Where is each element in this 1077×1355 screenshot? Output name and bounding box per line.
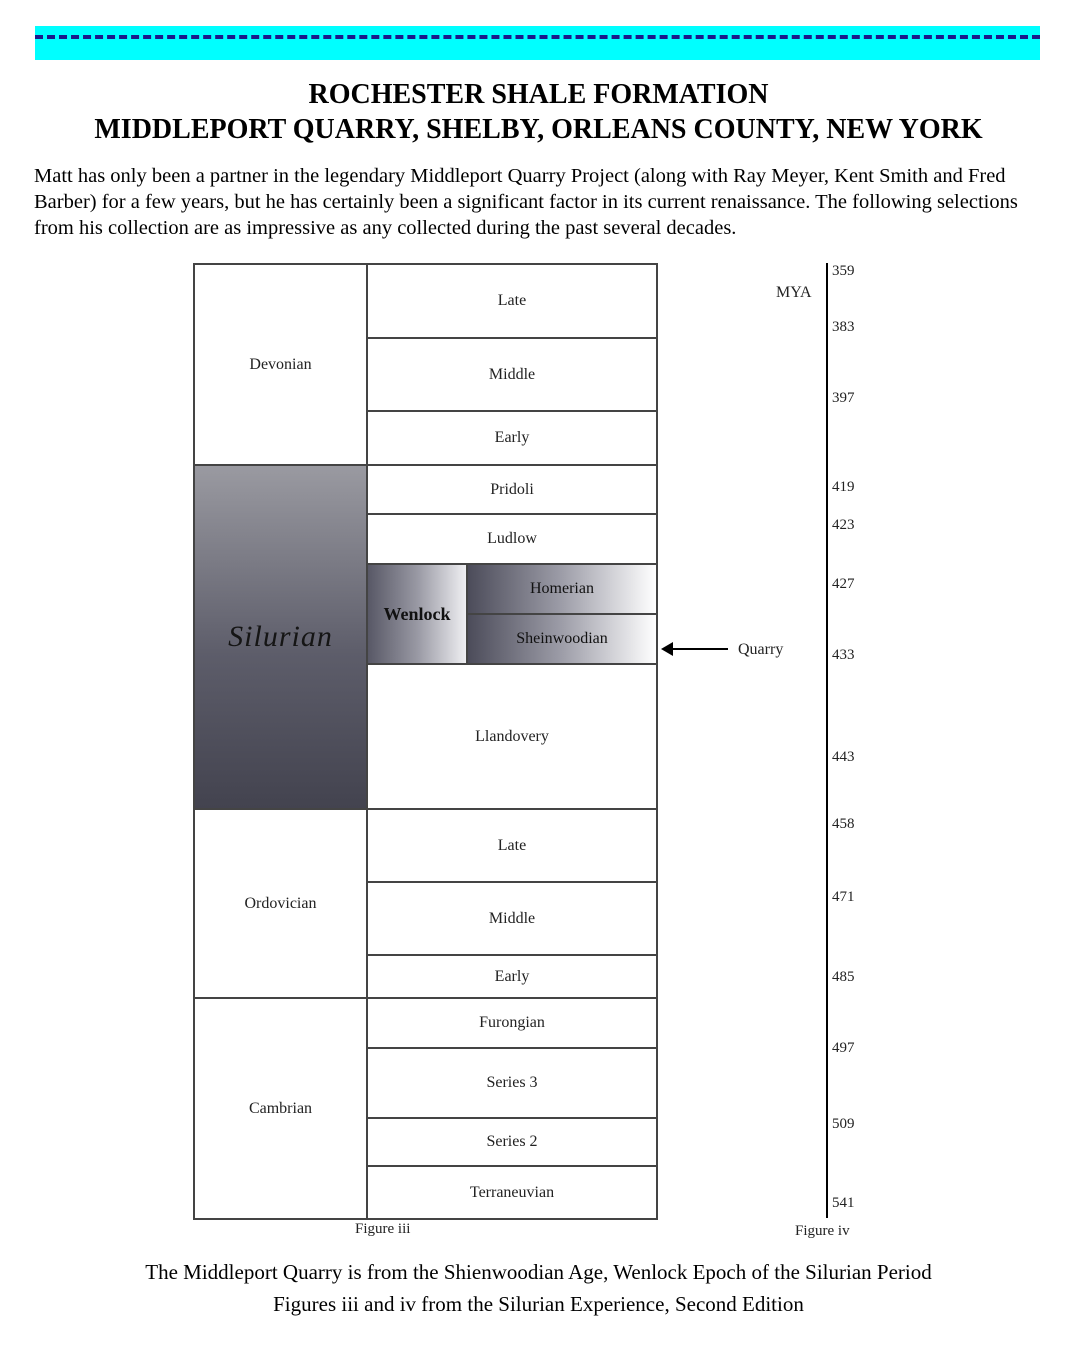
epoch-series-3	[366, 1047, 658, 1119]
epoch-devonian-middle	[366, 337, 658, 412]
quarry-label: Quarry	[738, 641, 784, 658]
scale-tick: 423	[832, 517, 855, 533]
age-label: Sheinwoodian	[516, 630, 608, 647]
scale-tick: 458	[832, 816, 855, 832]
age-sheinwoodian	[466, 613, 658, 665]
scale-tick: 541	[832, 1195, 855, 1211]
period-cambrian	[193, 997, 368, 1220]
scale-tick: 509	[832, 1116, 855, 1132]
epoch-label: Wenlock	[383, 603, 451, 624]
title-line-1: ROCHESTER SHALE FORMATION	[308, 79, 769, 110]
epoch-label: Pridoli	[490, 480, 534, 498]
quarry-arrow-line	[666, 648, 728, 650]
epoch-label: Early	[494, 429, 530, 446]
epoch-ludlow	[366, 513, 658, 565]
scale-tick: 359	[832, 263, 855, 279]
epoch-label: Late	[497, 836, 527, 854]
age-label: Homerian	[530, 580, 594, 597]
scale-tick: 471	[832, 889, 855, 905]
epoch-label: Early	[494, 967, 530, 985]
epoch-ordovician-late	[366, 808, 658, 883]
scale-tick: 443	[832, 749, 855, 765]
epoch-label: Series 2	[486, 1133, 538, 1150]
period-label: Silurian	[228, 620, 333, 653]
scale-tick: 497	[832, 1040, 855, 1056]
figure-iii-label: Figure iii	[355, 1221, 411, 1237]
period-label: Ordovician	[244, 894, 317, 912]
time-scale-axis	[826, 263, 828, 1218]
epoch-terraneuvian	[366, 1165, 658, 1220]
period-ordovician	[193, 808, 368, 999]
period-devonian	[193, 263, 368, 466]
period-silurian	[193, 464, 368, 810]
scale-tick: 419	[832, 479, 855, 495]
figure-iv-label: Figure iv	[795, 1223, 850, 1239]
period-label: Cambrian	[248, 1099, 313, 1117]
caption-line-2: Figures iii and iv from the Silurian Experience, Second Edition	[273, 1292, 804, 1316]
age-homerian	[466, 563, 658, 615]
epoch-label: Middle	[488, 909, 536, 927]
epoch-llandovery	[366, 663, 658, 810]
epoch-label: Series 3	[486, 1074, 538, 1091]
epoch-label: Ludlow	[487, 530, 537, 547]
scale-tick: 427	[832, 576, 855, 592]
epoch-label: Middle	[488, 365, 536, 383]
epoch-series-2	[366, 1117, 658, 1167]
scale-tick: 433	[832, 647, 855, 663]
period-label: Devonian	[249, 355, 312, 373]
epoch-furongian	[366, 997, 658, 1049]
intro-paragraph: Matt has only been a partner in the legendary Middleport Quarry Project (along with Ray Meyer, Kent Smith and Fred Barber) for a few years, but he has certainly been a significant factor in its current renaissance. The following selections from his collection are as impressive as any collected during the past several decades.	[34, 165, 1018, 239]
scale-tick: 383	[832, 319, 855, 335]
epoch-ordovician-middle	[366, 881, 658, 956]
epoch-label: Terraneuvian	[469, 1183, 555, 1201]
scale-tick: 397	[832, 390, 855, 406]
title-line-2: MIDDLEPORT QUARRY, SHELBY, ORLEANS COUNTY, NEW YORK	[94, 114, 983, 145]
scale-tick: 485	[832, 969, 855, 985]
epoch-ordovician-early	[366, 954, 658, 999]
mya-label: MYA	[776, 284, 812, 301]
epoch-label: Furongian	[479, 1014, 545, 1031]
epoch-devonian-late	[366, 263, 658, 339]
epoch-pridoli	[366, 464, 658, 515]
epoch-devonian-early	[366, 410, 658, 466]
epoch-wenlock	[366, 563, 468, 665]
caption-line-1: The Middleport Quarry is from the Shienwoodian Age, Wenlock Epoch of the Silurian Period	[145, 1260, 932, 1284]
epoch-label: Llandovery	[475, 727, 549, 745]
epoch-label: Late	[497, 292, 527, 309]
arrow-left-icon	[661, 642, 673, 656]
